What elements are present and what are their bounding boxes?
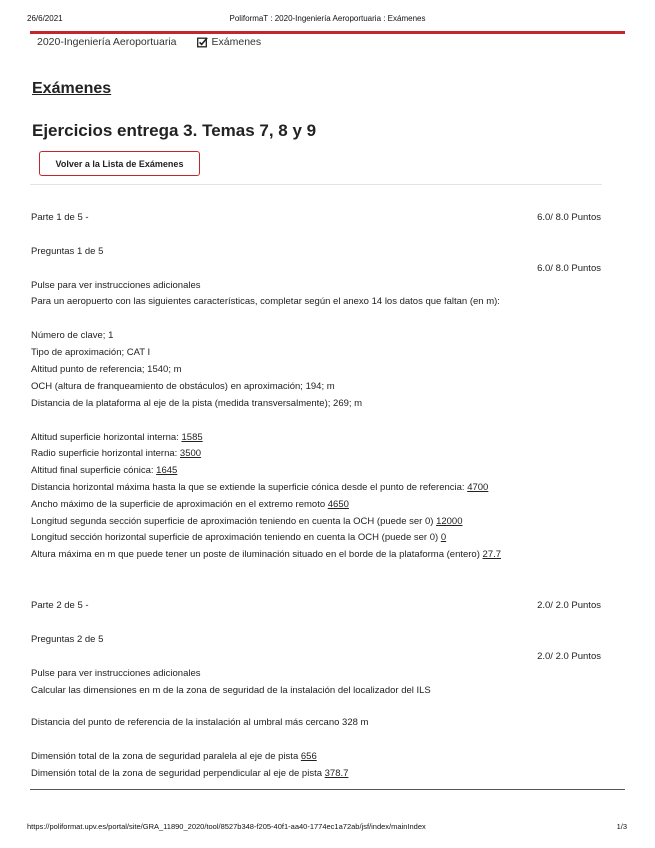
part-1-label: Parte 1 de 5 - [31, 212, 89, 223]
breadcrumb-course[interactable]: 2020-Ingeniería Aeroportuaria [37, 36, 177, 48]
answer-label: Altura máxima en m que puede tener un poste de iluminación situado en el borde de la plataforma (entero) [31, 549, 480, 560]
divider [30, 184, 602, 185]
answer-label: Longitud sección horizontal superficie de aproximación teniendo en cuenta la OCH (puede ser 0) [31, 532, 439, 543]
answer-line [31, 549, 501, 560]
back-to-exam-list-button[interactable]: Volver a la Lista de Exámenes [39, 151, 200, 176]
given-line: Distancia de la plataforma al eje de la pista (medida transversalmente); 269; m [31, 398, 363, 409]
breadcrumb [37, 36, 261, 48]
answer-value: 27.7 [482, 549, 502, 560]
answer-label: Dimensión total de la zona de seguridad perpendicular al eje de pista [31, 768, 322, 779]
question-1-prompt: Para un aeropuerto con las siguientes características, completar según el anexo 14 los datos que faltan (en m): [31, 296, 500, 307]
answer-label: Distancia horizontal máxima hasta la que se extiende la superficie cónica desde el punto de referencia: [31, 482, 465, 493]
given-line: Distancia del punto de referencia de la instalación al umbral más cercano 328 m [31, 717, 369, 728]
given-line: Número de clave; 1 [31, 330, 114, 341]
answer-value: 3500 [179, 448, 202, 459]
print-footer-url: https://poliformat.upv.es/portal/site/GRA_11890_2020/tool/8527b348-f205-40f1-aa40-1774ec1a72ab/jsf/index/mainIndex [27, 822, 426, 831]
exam-title: Ejercicios entrega 3. Temas 7, 8 y 9 [32, 121, 317, 140]
answer-value: 1645 [156, 465, 178, 476]
answer-line [31, 532, 446, 543]
answer-label: Ancho máximo de la superficie de aproximación en el extremo remoto [31, 499, 326, 510]
answer-label: Radio superficie horizontal interna: [31, 448, 178, 459]
given-line: OCH (altura de franqueamiento de obstáculos) en aproximación; 194; m [31, 381, 335, 392]
answer-label: Altitud final superficie cónica: [31, 465, 154, 476]
given-line: Tipo de aproximación; CAT I [31, 347, 151, 358]
answer-line [31, 516, 462, 527]
print-date: 26/6/2021 [27, 14, 63, 23]
header-accent-bar [30, 31, 625, 34]
answer-value: 378.7 [324, 768, 349, 779]
part-2-label: Parte 2 de 5 - [31, 600, 89, 611]
question-1-instructions-link[interactable]: Pulse para ver instrucciones adicionales [31, 280, 201, 291]
answer-line [31, 482, 488, 493]
answer-label: Dimensión total de la zona de seguridad paralela al eje de pista [31, 751, 299, 762]
answer-line [31, 448, 201, 459]
part-2-points: 2.0/ 2.0 Puntos [537, 600, 601, 611]
section-title: Exámenes [32, 80, 112, 97]
answer-value: 1585 [181, 432, 203, 443]
answer-label: Longitud segunda sección superficie de aproximación teniendo en cuenta la OCH (puede ser 0) [31, 516, 434, 527]
answer-label: Altitud superficie horizontal interna: [31, 432, 179, 443]
question-2-instructions-link[interactable]: Pulse para ver instrucciones adicionales [31, 668, 201, 679]
question-1-label: Preguntas 1 de 5 [31, 246, 104, 257]
given-line: Altitud punto de referencia; 1540; m [31, 364, 182, 375]
breadcrumb-tool[interactable]: Exámenes [211, 36, 262, 48]
answer-value: 12000 [436, 516, 463, 527]
answer-value: 0 [440, 532, 447, 543]
bottom-divider [30, 789, 625, 790]
answer-value: 4650 [327, 499, 349, 510]
print-title: PoliformaT : 2020-Ingeniería Aeroportuaria : Exámenes [229, 14, 426, 23]
answer-value: 656 [300, 751, 317, 762]
checkbox-icon [197, 37, 208, 48]
answer-line [31, 432, 203, 443]
question-2-prompt: Calcular las dimensiones en m de la zona de seguridad de la instalación del localizador del ILS [31, 685, 431, 696]
answer-line [31, 768, 348, 779]
question-2-points: 2.0/ 2.0 Puntos [537, 651, 601, 662]
question-2-label: Preguntas 2 de 5 [31, 634, 104, 645]
answer-value: 4700 [467, 482, 489, 493]
question-1-points: 6.0/ 8.0 Puntos [537, 263, 601, 274]
answer-line [31, 499, 349, 510]
print-page-number: 1/3 [616, 822, 627, 831]
answer-line [31, 751, 317, 762]
part-1-points: 6.0/ 8.0 Puntos [537, 212, 601, 223]
answer-line [31, 465, 177, 476]
